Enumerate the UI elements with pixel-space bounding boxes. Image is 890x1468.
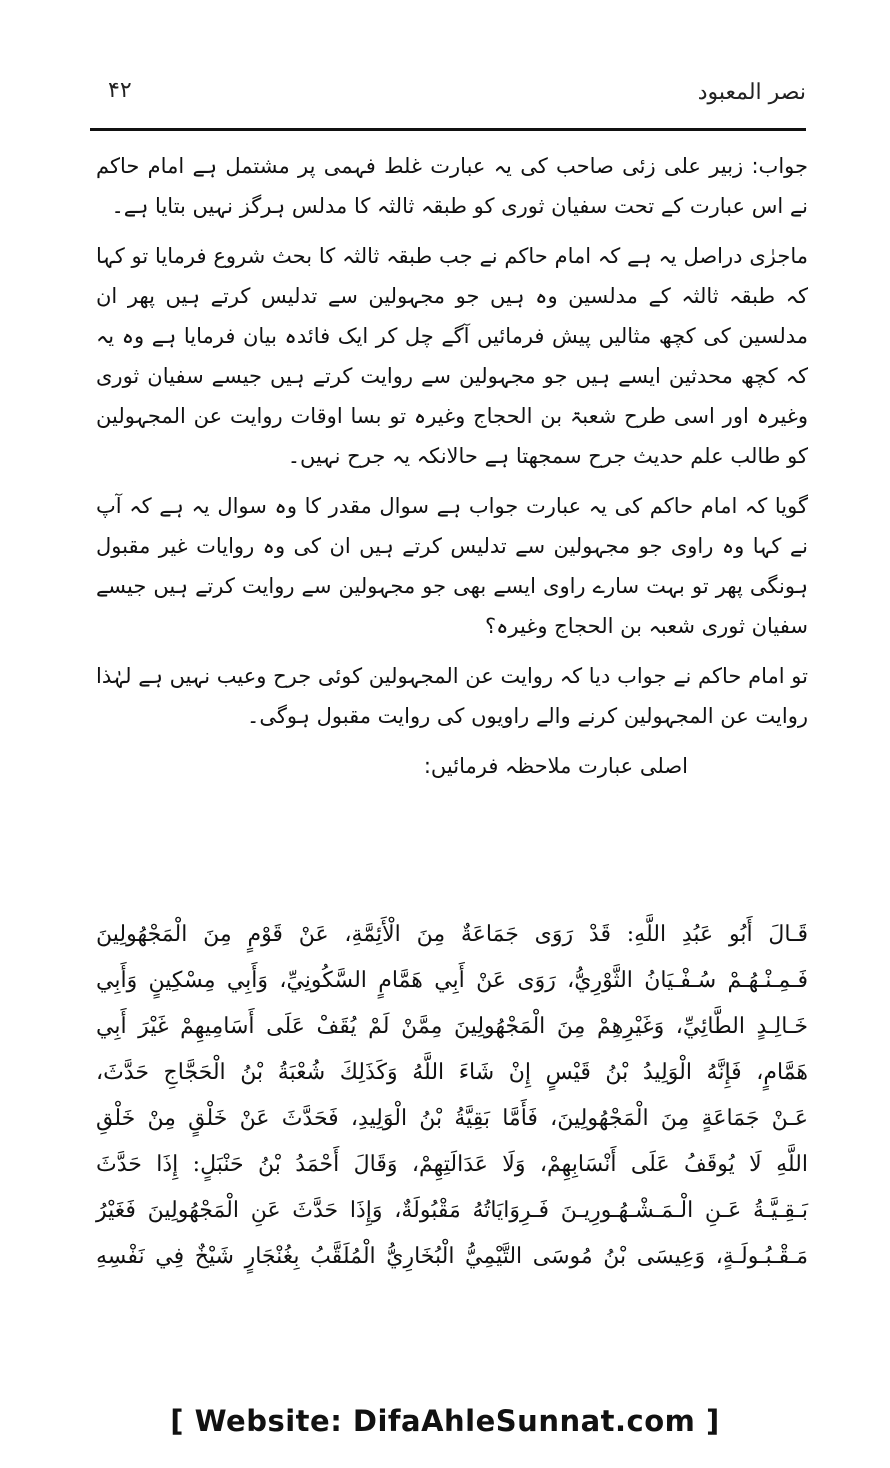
explanation-paragraph: ماجرٰی دراصل یہ ہے کہ امام حاکم نے جب طبقہ ثالثہ کا بحث شروع فرمایا تو کہا کہ طبقہ ثالثہ کے مدلسین وہ ہیں جو مجہولین سے تدلیس کرتے ہیں پھر ان مدلسین کی کچھ مثالیں پیش فرمائیں آگے چل کر ایک فائدہ بیان فرمایا ہے وہ یہ کہ کچھ محدثین ایسے ہیں جو مجہولین سے روایت کرتے ہیں جیسے سفیان ثوری وغیرہ اور اسی طرح شعبۃ بن الحجاج وغیرہ تو بسا اوقات روایت عن المجہولین کو طالب علم حدیث جرح سمجھتا ہے حالانکہ یہ جرح نہیں۔ [96,244,808,468]
arabic-line: عَـنْ جَمَاعَةٍ مِنَ الْمَجْهُولِينَ، فَأَمَّا بَقِيَّةُ بْنُ الْوَلِيدِ، فَحَدَّثَ عَنْ خَلْقٍ مِنْ خَلْقِ [96,1106,808,1131]
arabic-line: هَمَّامٍ، فَإِنَّهُ الْوَلِيدُ بْنُ قَيْسٍ إِنْ شَاءَ اللَّهُ وَكَذَلِكَ شُعْبَةُ بْنُ الْحَجَّاجِ حَدَّثَ، [96,1060,808,1085]
urdu-commentary [96,146,808,796]
arabic-quotation [96,912,808,1280]
website-footer: [ Website: DifaAhleSunnat.com ] [170,1404,720,1438]
arabic-line: بَـقِـيَّـةُ عَـنِ الْـمَـشْـهُـورِيـنَ فَـرِوَايَاتُهُ مَقْبُولَةٌ، وَإِذَا حَدَّثَ عَنِ الْمَجْهُولِينَ فَغَيْرُ [96,1198,808,1223]
original-text-heading: اصلی عبارت ملاحظہ فرمائیں: [423,754,688,778]
arabic-line: فَـمِـنْـهُـمْ سُـفْـيَانُ الثَّوْرِيُّ، رَوَى عَنْ أَبِي هَمَّامٍ السَّكُونِيِّ، وَأَبِي مِسْكِينٍ وَأَبِي [96,968,808,993]
book-title: نصر المعبود [697,80,806,105]
arabic-line: قَـالَ أَبُو عَبُدِ اللَّهِ: قَدْ رَوَى جَمَاعَةٌ مِنَ الْأَئِمَّةِ، عَنْ قَوْمٍ مِنَ الْمَجْهُولِينَ [96,922,808,947]
answer-paragraph: جواب: زبیر علی زئی صاحب کی یہ عبارت غلط فہمی پر مشتمل ہے امام حاکم نے اس عبارت کے تحت سفیان ثوری کو طبقہ ثالثہ کا مدلس ہرگز نہیں بتایا ہے۔ [96,154,808,218]
arabic-line: خَـالِـدٍ الطَّائِيِّ، وَغَيْرِهِمْ مِنَ الْمَجْهُولِينَ مِمَّنْ لَمْ يُقَفْ عَلَى أَسَامِيهِمْ غَيْرَ أَبِي [96,1014,808,1039]
page-number: ۴۲ [108,78,132,103]
question-paragraph: گویا کہ امام حاکم کی یہ عبارت جواب ہے سوال مقدر کا وہ سوال یہ ہے کہ آپ نے کہا وہ راوی جو مجہولین سے تدلیس کرتے ہیں ان کی وہ روایات غیر مقبول ہونگی پھر تو بہت سارے راوی ایسے بھی جو مجہولین سے روایت کرتے ہیں جیسے سفیان ثوری شعبہ بن الحجاج وغیرہ؟ [96,494,808,638]
arabic-line: اللَّهِ لَا يُوقَفُ عَلَى أَنْسَابِهِمْ، وَلَا عَدَالَتِهِمْ، وَقَالَ أَحْمَدُ بْنُ حَنْبَلٍ: إِذَا حَدَّثَ [96,1152,808,1177]
header-divider [90,128,806,131]
page-header [92,70,806,126]
conclusion-paragraph: تو امام حاکم نے جواب دیا کہ روایت عن المجہولین کوئی جرح وعیب نہیں ہے لہٰذا روایت عن المجہولین کرنے والے راویوں کی روایت مقبول ہوگی۔ [96,664,808,728]
arabic-line: مَـقْـبُـولَـةٍ، وَعِيسَى بْنُ مُوسَى التَّيْمِيُّ الْبُخَارِيُّ الْمُلَقَّبُ بِغُنْجَارٍ شَيْخٌ فِي نَفْسِهِ [96,1244,808,1269]
